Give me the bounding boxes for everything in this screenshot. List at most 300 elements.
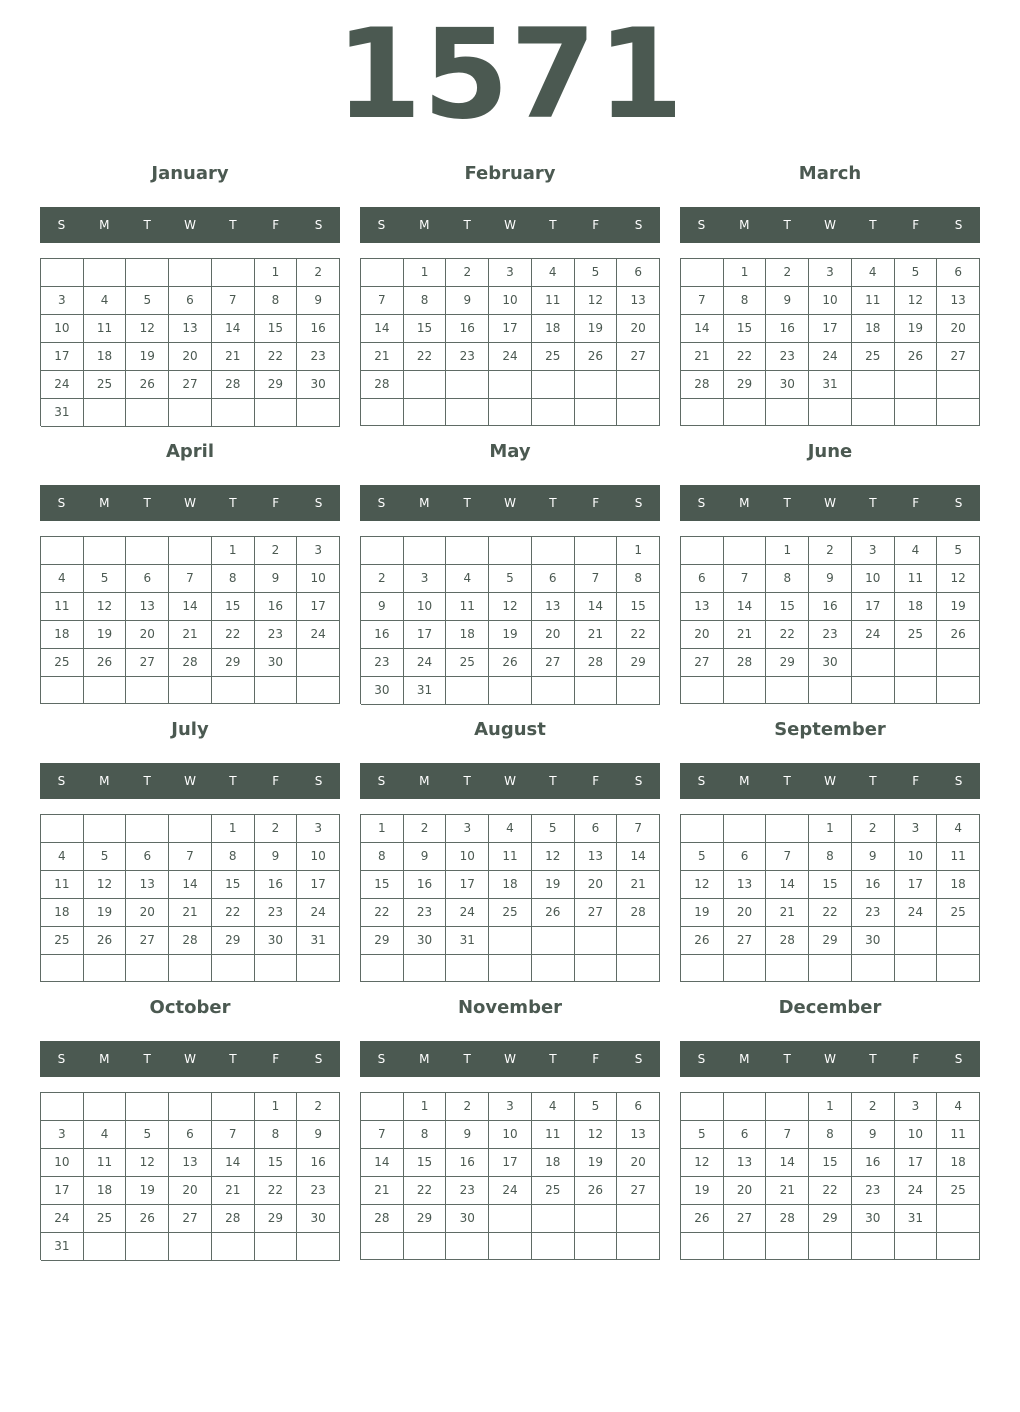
day-cell: 18 — [446, 621, 489, 649]
weekday-label: S — [377, 774, 386, 788]
day-cell: 10 — [895, 843, 938, 871]
weekday-label: T — [463, 218, 471, 232]
day-cell — [617, 927, 660, 955]
day-cell — [724, 1093, 767, 1121]
day-cell — [724, 1233, 767, 1260]
day-cell: 29 — [809, 1205, 852, 1233]
day-cell: 10 — [895, 1121, 938, 1149]
day-cell: 27 — [575, 899, 618, 927]
day-cell: 24 — [41, 371, 84, 399]
weekday-header — [40, 763, 340, 799]
day-cell: 22 — [212, 621, 255, 649]
day-cell: 19 — [575, 1149, 618, 1177]
day-cell — [809, 677, 852, 704]
day-cell — [852, 677, 895, 704]
day-cell: 6 — [724, 1121, 767, 1149]
day-cell: 2 — [297, 259, 340, 287]
day-cell — [575, 371, 618, 399]
day-cell: 31 — [809, 371, 852, 399]
weekday-label: S — [314, 774, 323, 788]
day-cell: 7 — [361, 1121, 404, 1149]
weekday-label: F — [912, 774, 920, 788]
day-cell: 19 — [937, 593, 980, 621]
day-cell: 5 — [126, 1121, 169, 1149]
day-cell: 13 — [617, 287, 660, 315]
day-cell — [766, 399, 809, 426]
day-cell: 1 — [809, 1093, 852, 1121]
day-cell: 27 — [724, 927, 767, 955]
day-cell: 30 — [361, 677, 404, 705]
day-cell — [84, 537, 127, 565]
day-cell: 26 — [575, 343, 618, 371]
month-name: April — [165, 441, 215, 462]
day-cell: 2 — [766, 259, 809, 287]
day-cell: 21 — [724, 621, 767, 649]
weekday-label: S — [377, 218, 386, 232]
day-cell — [126, 677, 169, 704]
day-cell: 11 — [489, 843, 532, 871]
day-cell: 14 — [212, 315, 255, 343]
day-cell: 30 — [297, 1205, 340, 1233]
day-cell — [446, 399, 489, 426]
day-cell: 12 — [681, 871, 724, 899]
day-cell: 29 — [255, 371, 298, 399]
day-cell: 16 — [361, 621, 404, 649]
weekday-label: M — [99, 774, 110, 788]
day-cell: 6 — [681, 565, 724, 593]
day-cell — [532, 677, 575, 705]
day-cell: 14 — [361, 1149, 404, 1177]
month-name: February — [464, 163, 556, 184]
weekday-label: W — [824, 496, 836, 510]
day-cell: 27 — [169, 371, 212, 399]
day-cell: 9 — [446, 287, 489, 315]
day-cell: 24 — [809, 343, 852, 371]
day-cell: 9 — [361, 593, 404, 621]
weekday-label: W — [504, 218, 516, 232]
weekday-label: M — [99, 218, 110, 232]
day-cell: 28 — [169, 649, 212, 677]
day-cell: 5 — [937, 537, 980, 565]
day-cell: 27 — [532, 649, 575, 677]
day-cell — [937, 1205, 980, 1233]
day-cell: 17 — [895, 871, 938, 899]
day-cell: 21 — [169, 899, 212, 927]
day-cell: 24 — [297, 899, 340, 927]
days-grid — [40, 258, 340, 426]
day-cell: 13 — [724, 1149, 767, 1177]
day-cell: 8 — [212, 843, 255, 871]
weekday-label: T — [869, 218, 877, 232]
day-cell: 2 — [446, 259, 489, 287]
weekday-label: S — [314, 496, 323, 510]
weekday-header — [680, 207, 980, 243]
day-cell — [809, 955, 852, 982]
days-grid — [360, 814, 660, 982]
day-cell: 30 — [809, 649, 852, 677]
day-cell: 16 — [297, 1149, 340, 1177]
day-cell — [937, 927, 980, 955]
day-cell: 4 — [84, 1121, 127, 1149]
days-grid — [360, 1092, 660, 1260]
days-grid — [40, 1092, 340, 1260]
day-cell — [895, 955, 938, 982]
day-cell — [489, 371, 532, 399]
day-cell: 15 — [766, 593, 809, 621]
day-cell: 18 — [937, 871, 980, 899]
day-cell: 18 — [41, 621, 84, 649]
day-cell: 11 — [446, 593, 489, 621]
weekday-header — [680, 485, 980, 521]
day-cell: 25 — [937, 899, 980, 927]
day-cell: 17 — [852, 593, 895, 621]
day-cell: 9 — [297, 1121, 340, 1149]
day-cell: 13 — [937, 287, 980, 315]
day-cell: 13 — [724, 871, 767, 899]
weekday-header — [360, 207, 660, 243]
day-cell — [404, 537, 447, 565]
day-cell — [169, 1233, 212, 1261]
day-cell: 15 — [404, 315, 447, 343]
day-cell: 3 — [41, 1121, 84, 1149]
day-cell: 25 — [489, 899, 532, 927]
day-cell: 1 — [404, 1093, 447, 1121]
day-cell: 25 — [41, 649, 84, 677]
day-cell: 4 — [41, 843, 84, 871]
day-cell: 15 — [361, 871, 404, 899]
day-cell: 26 — [489, 649, 532, 677]
day-cell: 5 — [489, 565, 532, 593]
day-cell: 11 — [84, 315, 127, 343]
day-cell — [809, 1233, 852, 1260]
day-cell: 18 — [532, 315, 575, 343]
day-cell: 16 — [255, 871, 298, 899]
day-cell: 15 — [212, 871, 255, 899]
day-cell: 11 — [41, 593, 84, 621]
weekday-label: M — [99, 1052, 110, 1066]
day-cell: 2 — [809, 537, 852, 565]
weekday-label: T — [549, 218, 557, 232]
day-cell: 8 — [404, 1121, 447, 1149]
weekday-label: M — [419, 496, 430, 510]
day-cell — [766, 677, 809, 704]
weekday-label: T — [143, 496, 151, 510]
weekday-label: F — [912, 496, 920, 510]
day-cell: 25 — [532, 343, 575, 371]
weekday-label: S — [954, 774, 963, 788]
day-cell — [532, 1233, 575, 1260]
weekday-label: T — [869, 1052, 877, 1066]
day-cell: 9 — [255, 565, 298, 593]
day-cell: 27 — [126, 927, 169, 955]
day-cell: 29 — [212, 649, 255, 677]
day-cell: 3 — [895, 815, 938, 843]
weekday-label: W — [504, 496, 516, 510]
day-cell: 3 — [404, 565, 447, 593]
weekday-label: F — [592, 1052, 600, 1066]
day-cell: 2 — [255, 815, 298, 843]
day-cell — [446, 537, 489, 565]
day-cell: 12 — [575, 1121, 618, 1149]
day-cell: 24 — [41, 1205, 84, 1233]
weekday-label: F — [912, 1052, 920, 1066]
day-cell: 8 — [404, 287, 447, 315]
day-cell: 28 — [617, 899, 660, 927]
day-cell: 20 — [681, 621, 724, 649]
weekday-label: F — [272, 1052, 280, 1066]
weekday-label: F — [592, 496, 600, 510]
day-cell: 10 — [446, 843, 489, 871]
day-cell — [126, 1233, 169, 1261]
weekday-label: M — [419, 774, 430, 788]
day-cell: 23 — [255, 621, 298, 649]
day-cell: 30 — [766, 371, 809, 399]
day-cell: 8 — [809, 843, 852, 871]
day-cell — [84, 1093, 127, 1121]
day-cell: 7 — [766, 843, 809, 871]
day-cell — [489, 1205, 532, 1233]
day-cell — [766, 815, 809, 843]
day-cell — [724, 955, 767, 982]
day-cell: 28 — [212, 1205, 255, 1233]
day-cell: 1 — [212, 815, 255, 843]
day-cell — [126, 399, 169, 427]
weekday-label: S — [954, 496, 963, 510]
day-cell: 16 — [404, 871, 447, 899]
day-cell: 26 — [84, 649, 127, 677]
day-cell: 10 — [404, 593, 447, 621]
day-cell: 19 — [532, 871, 575, 899]
day-cell: 13 — [617, 1121, 660, 1149]
day-cell: 10 — [852, 565, 895, 593]
day-cell: 1 — [766, 537, 809, 565]
day-cell: 12 — [532, 843, 575, 871]
day-cell — [41, 259, 84, 287]
day-cell — [681, 259, 724, 287]
day-cell: 10 — [809, 287, 852, 315]
day-cell: 4 — [446, 565, 489, 593]
day-cell: 27 — [169, 1205, 212, 1233]
day-cell: 29 — [404, 1205, 447, 1233]
day-cell — [212, 677, 255, 704]
day-cell: 17 — [41, 343, 84, 371]
day-cell — [489, 1233, 532, 1260]
day-cell — [724, 815, 767, 843]
weekday-label: T — [869, 774, 877, 788]
day-cell — [212, 259, 255, 287]
day-cell: 2 — [852, 815, 895, 843]
day-cell: 27 — [126, 649, 169, 677]
day-cell: 21 — [212, 1177, 255, 1205]
day-cell: 1 — [724, 259, 767, 287]
day-cell: 5 — [575, 1093, 618, 1121]
weekday-header — [360, 485, 660, 521]
day-cell: 8 — [255, 287, 298, 315]
day-cell: 3 — [489, 1093, 532, 1121]
day-cell: 14 — [169, 871, 212, 899]
day-cell: 12 — [489, 593, 532, 621]
day-cell: 23 — [809, 621, 852, 649]
day-cell: 10 — [297, 565, 340, 593]
day-cell: 12 — [681, 1149, 724, 1177]
day-cell — [41, 815, 84, 843]
day-cell: 30 — [852, 927, 895, 955]
day-cell: 25 — [937, 1177, 980, 1205]
day-cell: 6 — [937, 259, 980, 287]
weekday-label: F — [272, 218, 280, 232]
day-cell: 30 — [297, 371, 340, 399]
day-cell — [895, 371, 938, 399]
day-cell: 20 — [724, 1177, 767, 1205]
day-cell — [361, 1093, 404, 1121]
day-cell — [41, 677, 84, 704]
weekday-header — [360, 763, 660, 799]
day-cell — [575, 1205, 618, 1233]
day-cell: 8 — [724, 287, 767, 315]
day-cell: 17 — [446, 871, 489, 899]
day-cell — [895, 1233, 938, 1260]
day-cell: 1 — [404, 259, 447, 287]
day-cell: 7 — [169, 565, 212, 593]
day-cell: 24 — [852, 621, 895, 649]
day-cell — [852, 399, 895, 426]
day-cell: 22 — [212, 899, 255, 927]
day-cell: 2 — [255, 537, 298, 565]
day-cell: 28 — [575, 649, 618, 677]
day-cell: 7 — [681, 287, 724, 315]
day-cell: 20 — [169, 343, 212, 371]
day-cell: 4 — [895, 537, 938, 565]
days-grid — [40, 536, 340, 704]
day-cell: 15 — [255, 1149, 298, 1177]
day-cell: 7 — [575, 565, 618, 593]
day-cell: 31 — [895, 1205, 938, 1233]
weekday-label: M — [419, 1052, 430, 1066]
day-cell: 17 — [489, 315, 532, 343]
day-cell — [446, 371, 489, 399]
day-cell: 7 — [724, 565, 767, 593]
day-cell: 29 — [724, 371, 767, 399]
day-cell: 29 — [617, 649, 660, 677]
month-name: March — [798, 163, 862, 184]
weekday-header — [360, 1041, 660, 1077]
day-cell: 24 — [489, 343, 532, 371]
day-cell: 5 — [681, 843, 724, 871]
day-cell: 23 — [297, 343, 340, 371]
days-grid — [680, 1092, 980, 1260]
day-cell: 15 — [212, 593, 255, 621]
day-cell — [489, 677, 532, 705]
day-cell: 16 — [809, 593, 852, 621]
day-cell — [169, 677, 212, 704]
day-cell: 23 — [361, 649, 404, 677]
day-cell: 29 — [212, 927, 255, 955]
day-cell: 18 — [937, 1149, 980, 1177]
day-cell — [126, 259, 169, 287]
day-cell — [404, 955, 447, 982]
day-cell: 1 — [212, 537, 255, 565]
day-cell: 23 — [446, 343, 489, 371]
day-cell: 31 — [404, 677, 447, 705]
day-cell: 21 — [681, 343, 724, 371]
day-cell — [489, 399, 532, 426]
day-cell — [895, 649, 938, 677]
day-cell — [766, 1093, 809, 1121]
day-cell: 20 — [617, 1149, 660, 1177]
day-cell: 24 — [895, 899, 938, 927]
month-name: May — [489, 441, 531, 462]
day-cell: 7 — [361, 287, 404, 315]
day-cell: 12 — [126, 1149, 169, 1177]
day-cell — [212, 955, 255, 982]
day-cell: 10 — [41, 1149, 84, 1177]
day-cell: 4 — [852, 259, 895, 287]
weekday-label: T — [549, 774, 557, 788]
weekday-label: M — [419, 218, 430, 232]
day-cell — [532, 927, 575, 955]
day-cell: 27 — [724, 1205, 767, 1233]
day-cell — [724, 537, 767, 565]
day-cell: 27 — [617, 343, 660, 371]
day-cell: 25 — [532, 1177, 575, 1205]
day-cell — [212, 1093, 255, 1121]
day-cell: 11 — [895, 565, 938, 593]
weekday-label: S — [377, 496, 386, 510]
day-cell: 13 — [169, 315, 212, 343]
day-cell — [212, 399, 255, 427]
day-cell: 22 — [724, 343, 767, 371]
day-cell: 22 — [809, 1177, 852, 1205]
day-cell: 30 — [404, 927, 447, 955]
day-cell: 14 — [169, 593, 212, 621]
day-cell — [895, 927, 938, 955]
day-cell: 11 — [84, 1149, 127, 1177]
day-cell: 23 — [852, 1177, 895, 1205]
day-cell: 19 — [575, 315, 618, 343]
day-cell: 26 — [681, 1205, 724, 1233]
day-cell — [617, 399, 660, 426]
day-cell: 6 — [617, 259, 660, 287]
day-cell: 4 — [84, 287, 127, 315]
weekday-label: T — [463, 774, 471, 788]
day-cell: 19 — [681, 899, 724, 927]
day-cell: 28 — [681, 371, 724, 399]
days-grid — [680, 536, 980, 704]
weekday-label: W — [184, 218, 196, 232]
day-cell: 31 — [41, 1233, 84, 1261]
day-cell: 18 — [84, 343, 127, 371]
day-cell — [446, 1233, 489, 1260]
month-name: August — [474, 719, 546, 740]
day-cell: 13 — [126, 593, 169, 621]
day-cell: 16 — [446, 1149, 489, 1177]
day-cell: 22 — [255, 1177, 298, 1205]
day-cell: 27 — [681, 649, 724, 677]
day-cell: 19 — [681, 1177, 724, 1205]
month-name: November — [457, 997, 563, 1018]
weekday-label: S — [697, 496, 706, 510]
day-cell: 24 — [446, 899, 489, 927]
day-cell: 26 — [126, 1205, 169, 1233]
day-cell — [575, 677, 618, 705]
day-cell: 13 — [532, 593, 575, 621]
day-cell: 14 — [361, 315, 404, 343]
day-cell — [84, 259, 127, 287]
day-cell: 14 — [681, 315, 724, 343]
day-cell: 9 — [852, 1121, 895, 1149]
day-cell: 8 — [809, 1121, 852, 1149]
day-cell: 17 — [297, 871, 340, 899]
